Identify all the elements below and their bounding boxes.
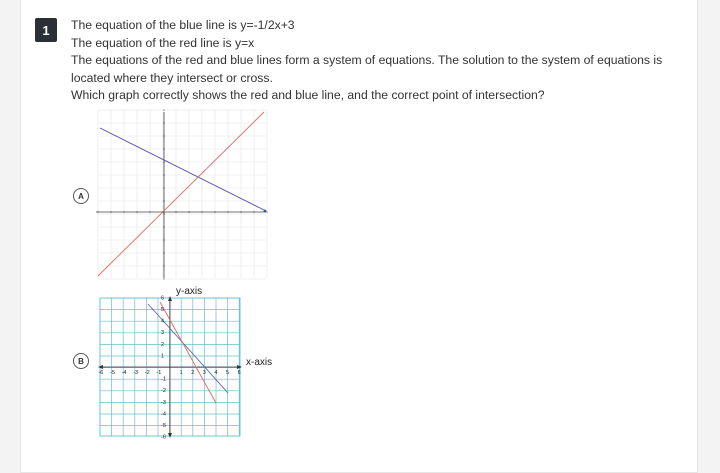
- option-a-radio[interactable]: A: [73, 188, 89, 204]
- x-tick-label: -1: [156, 370, 162, 376]
- x-axis-title: x-axis: [246, 357, 273, 368]
- option-a-graph[interactable]: [96, 108, 268, 280]
- question-line-4: Which graph correctly shows the red and blue line, and the correct point of intersection?: [71, 88, 545, 103]
- question-number-badge: 1: [35, 18, 57, 42]
- x-tick-label: -2: [144, 370, 150, 376]
- x-tick-label: 4: [214, 370, 218, 376]
- option-b-y-arrow-up: [168, 296, 172, 301]
- y-tick-label: 3: [161, 330, 165, 337]
- y-tick-label: -4: [161, 411, 166, 418]
- y-tick-label: -2: [161, 388, 166, 395]
- y-tick-label: 1: [161, 353, 165, 360]
- y-tick-label: -3: [161, 399, 166, 406]
- x-tick-label: 3: [202, 370, 206, 376]
- option-b-red-line: [160, 302, 216, 403]
- option-b-y-arrow-down: [168, 433, 172, 438]
- y-tick-label: 5: [161, 307, 165, 313]
- x-tick-label: -3: [133, 370, 139, 376]
- y-axis-title: y-axis: [176, 286, 203, 297]
- x-tick-label: 2: [191, 370, 195, 376]
- x-tick-label: 1: [179, 370, 183, 376]
- y-tick-label: -5: [161, 423, 166, 429]
- option-b-graph[interactable]: [96, 282, 296, 442]
- option-b-x-arrow-left: [98, 365, 103, 369]
- x-tick-label: -4: [121, 370, 127, 376]
- option-a-grid: [98, 110, 267, 279]
- x-tick-label: 6: [237, 370, 241, 376]
- x-tick-label: -6: [98, 370, 104, 376]
- y-tick-label: -6: [161, 434, 166, 441]
- question-line-2: The equation of the red line is y=x: [71, 35, 255, 50]
- x-tick-label: 5: [226, 370, 230, 376]
- question-line-3: The equations of the red and blue lines form a system of equations. The solution to the system of equations is located where they intersect or cross.: [71, 53, 663, 85]
- y-tick-label: 2: [161, 341, 165, 348]
- option-b-y-tick-labels: [161, 295, 166, 440]
- y-tick-label: 6: [161, 295, 165, 302]
- question-text: [71, 17, 681, 105]
- option-a-ticks: [98, 110, 267, 279]
- y-tick-label: -1: [161, 376, 166, 383]
- option-b-radio[interactable]: B: [73, 353, 89, 369]
- x-tick-label: -5: [110, 370, 115, 376]
- y-tick-label: 4: [161, 318, 165, 325]
- option-a-blue-arrow: [264, 210, 267, 213]
- option-a-red-line: [98, 112, 264, 276]
- question-line-1: The equation of the blue line is y=-1/2x+3: [71, 18, 295, 32]
